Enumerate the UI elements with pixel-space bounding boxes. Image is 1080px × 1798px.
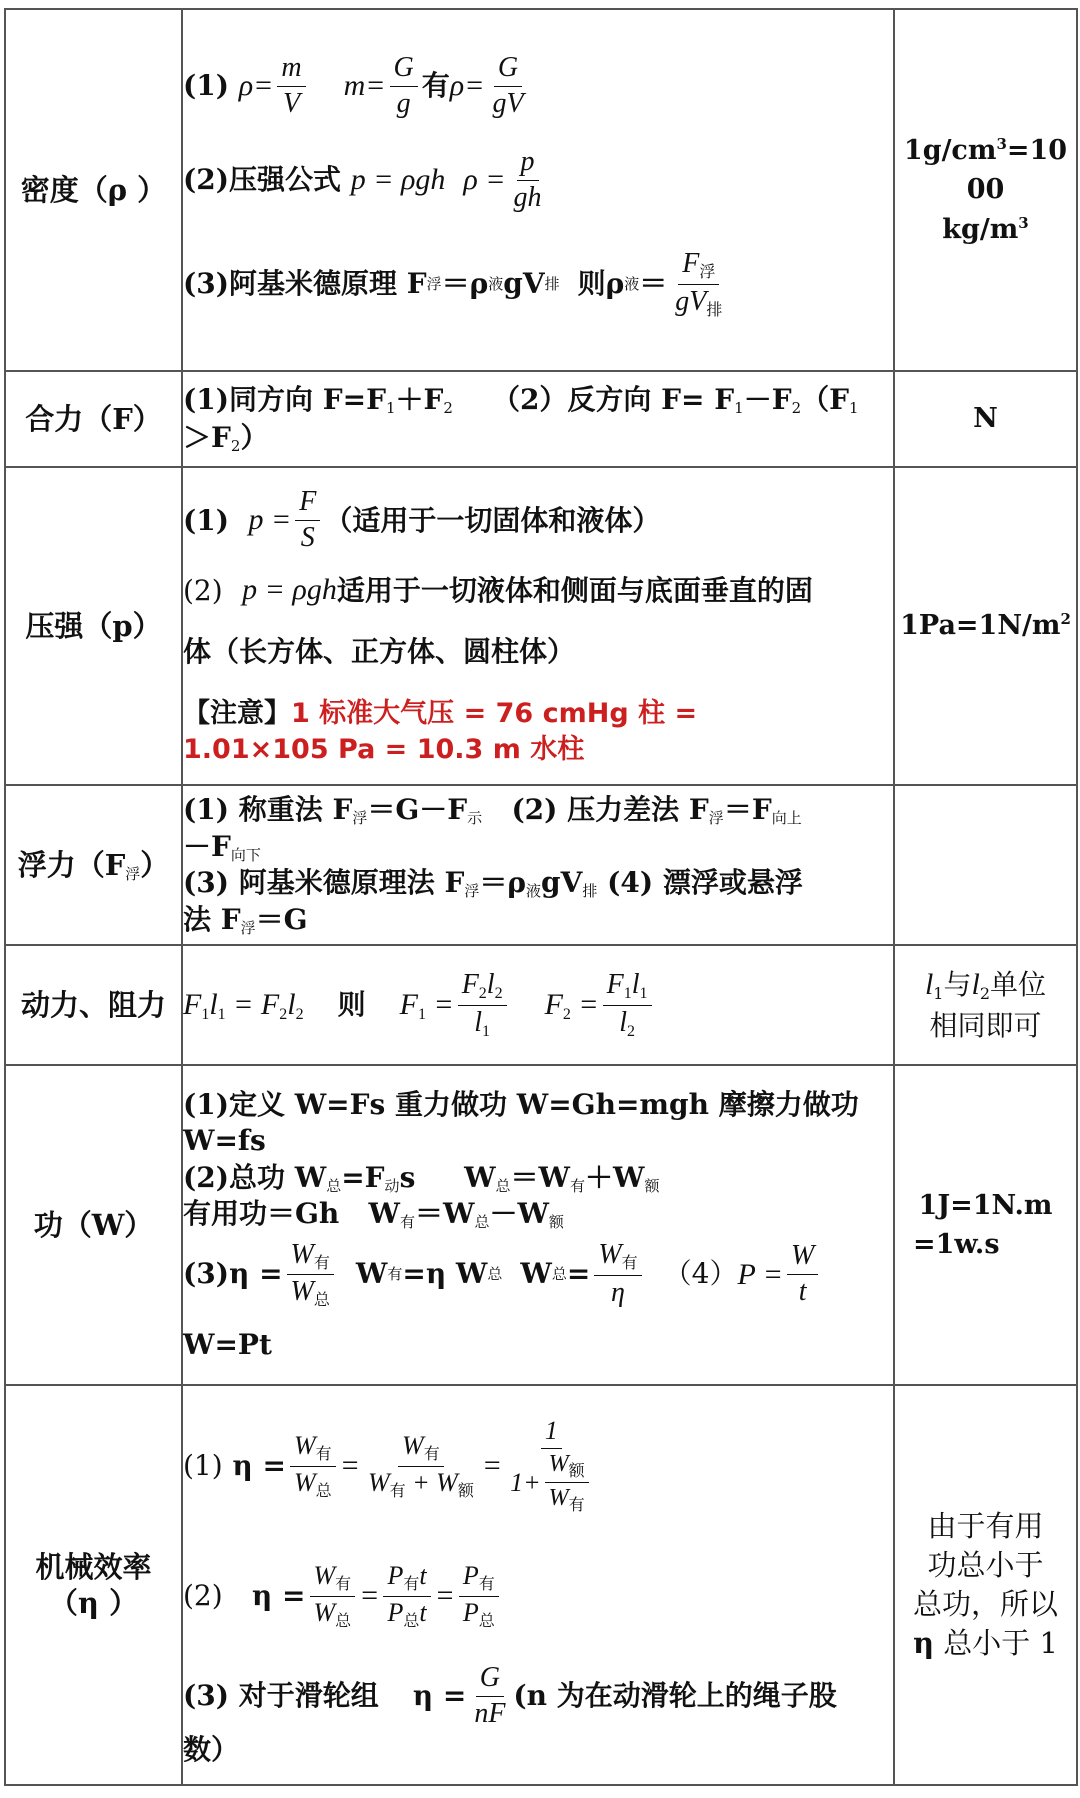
formula-line: (2) η = $\frac{\text{W有}}{\text{W总}}$ = $\frac{\text{P有t}}{\text{P总t}}$ = $\frac{\text{P有}}{\text{P总}}$: [183, 1531, 893, 1661]
unit-cell: 由于有用 功总小于 总功，所以 η 总小于 1: [894, 1385, 1077, 1785]
fraction: $\frac{F1l1}{l2}$: [603, 970, 652, 1040]
formula-text: 有用功＝Gh $W_有=W_总-W_额$: [183, 1197, 564, 1232]
quantity-cell: 浮力$(F_浮)$: [5, 785, 182, 945]
fraction: $\frac{W}{t}$: [787, 1241, 818, 1308]
math-symbol: m: [343, 68, 366, 102]
quantity-label: 功（W）: [33, 1207, 154, 1242]
note-text: 【注意】1 标准大气压 = 76 cmHg 柱 = 1.01×105 Pa = 10.3 m 水柱: [183, 697, 698, 765]
fraction: $\frac{p}{gh}$: [513, 145, 542, 213]
formula-cell: [182, 9, 894, 371]
formula-cell: [182, 945, 894, 1065]
formula-text: (1) 称重法 $F_浮=G-F_示$ (2) 压力差法 $F_浮=F_{向上}$ $-F_{向下}$ (3) 阿基米德原理法 $F_浮=\rho_液gV_排$ (4) 漂浮或悬浮 法 $F_浮=G$: [183, 793, 803, 937]
fraction: $\frac{\text{P有t}}{\text{P总t}}$: [383, 1562, 430, 1630]
fraction: $\frac{F}{S}$: [295, 487, 320, 554]
formula-line: [183, 46, 893, 126]
formula-text: W=Pt: [183, 1327, 272, 1361]
fraction: $\frac{G}{gV}$: [492, 51, 524, 119]
formula-text: W=fs: [183, 1124, 266, 1158]
math-expr: p = ρgh: [350, 162, 446, 196]
table-row: [5, 1065, 1077, 1385]
line-label: (1): [183, 69, 229, 103]
line-label: (2)压强公式: [183, 163, 341, 197]
formula-line: (3)阿基米德原理 F 浮 ＝ρ 液 gV 排 则ρ 液 ＝ $\frac{\text{F浮}}{\text{gV排}}$: [183, 234, 893, 334]
unit-cell: 1J=1N.m =1w.s: [894, 1065, 1077, 1385]
quantity-label: 压强（p）: [25, 608, 162, 643]
fraction: $\frac{\text{F浮}}{\text{gV排}}$: [675, 247, 723, 319]
quantity-cell: [5, 9, 182, 371]
text: 有: [421, 69, 450, 103]
formula-cell: [182, 1065, 894, 1385]
formula-line: 体（长方体、正方体、圆柱体）: [183, 634, 576, 668]
quantity-label: 合力（F）: [25, 401, 162, 436]
fraction: $\frac{G}{nF}$: [474, 1661, 506, 1729]
fraction: $\frac{\text{P有}}{\text{P总}}$: [459, 1562, 499, 1630]
table-row: [5, 467, 1077, 785]
fraction: $\frac{\text{W有}}{\text{W有 + W额}}$: [367, 1431, 474, 1500]
formula-text: 数）: [183, 1733, 240, 1767]
quantity-label: 密度（ρ ）: [20, 172, 167, 207]
formula-table: [4, 8, 1078, 1786]
formula-text: (2)总功 $W_总=F_动s$ $W_总=W_有+W_额$: [183, 1160, 660, 1195]
text: 则ρ: [577, 267, 625, 301]
formula-line: (1) p = $\frac{F}{S}$ （适用于一切固体和液体）: [183, 486, 661, 554]
formula-cell: [182, 371, 894, 467]
formula-text: (1)定义 W=Fs 重力做功 W=Gh=mgh 摩擦力做功: [183, 1087, 859, 1121]
fraction: $\frac{m}{V}$: [277, 53, 305, 120]
fraction: $\frac{\text{W有}}{\text{W总}}$: [290, 1432, 336, 1500]
fraction: $\frac{F2l2}{l1}$: [458, 970, 507, 1040]
formula-line: (2) p = ρgh 适用于一切液体和侧面与底面垂直的固: [183, 573, 813, 607]
quantity-cell: [5, 945, 182, 1065]
table-row: [5, 785, 1077, 945]
unit-cell: N: [894, 371, 1077, 467]
fraction: $\frac{G}{g}$: [390, 53, 418, 120]
quantity-cell: [5, 371, 182, 467]
unit-cell: l1与l2单位 相同即可: [894, 945, 1077, 1065]
math-symbol: =: [365, 68, 386, 102]
fraction: $\frac{\text{W有}}{\eta}$: [594, 1240, 641, 1308]
formula-line: [183, 126, 893, 234]
math-symbol: =: [253, 68, 274, 102]
fraction: $\frac{\text{W有}}{\text{W总}}$: [310, 1562, 356, 1630]
quantity-label: 机械效率: [35, 1549, 152, 1584]
table-row: [5, 1385, 1077, 1785]
unit-cell: [894, 785, 1077, 945]
unit-cell: $1g/cm^3=10$ 00 $kg/m^3$: [894, 9, 1077, 371]
math-symbol: ρ: [449, 68, 465, 102]
math-expr: ρ =: [463, 162, 506, 196]
formula-line: F1l1 = F2l2 则 F1 = $\frac{F2l2}{l1}$ F2 = $\frac{F1l1}{l2}$: [183, 970, 893, 1040]
fraction: 1 1+ $\frac{W_额}{W_有}$: [506, 1417, 597, 1515]
quantity-cell: [5, 467, 182, 785]
fraction: $\frac{\text{W有}}{\text{W总}}$: [287, 1240, 334, 1310]
quantity-label: 动力、阻力: [20, 987, 166, 1022]
formula-text: (1)同方向 $F=F_1+F_2$ （2）反方向 $F= F_1-F_2(F_1$ $>F_2$）: [183, 383, 859, 455]
math-symbol: =: [464, 68, 485, 102]
math-symbol: ρ: [238, 68, 254, 102]
formula-line: (3)η = $\frac{\text{W有}}{\text{W总}}$ W 有 =η W 总 W 总 = $\frac{\text{W有}}{\eta}$ （4） P = $\frac{W}{t}$: [183, 1233, 893, 1317]
table-row: [5, 945, 1077, 1065]
table-row: [5, 9, 1077, 371]
formula-cell: [182, 1385, 894, 1785]
formula-line: (3) 对于滑轮组 η = $\frac{G}{nF}$ (n 为在动滑轮上的绳子股: [183, 1661, 837, 1729]
table-row: [5, 371, 1077, 467]
quantity-cell: [5, 1065, 182, 1385]
quantity-cell: 机械效率 （η ）: [5, 1385, 182, 1785]
line-label: (3)阿基米德原理 F: [183, 267, 427, 301]
formula-cell: [182, 785, 894, 945]
unit-cell: $1Pa=1N/m^2$: [894, 467, 1077, 785]
formula-cell: [182, 467, 894, 785]
formula-line: (1) η = $\frac{\text{W有}}{\text{W总}}$ = $\frac{\text{W有}}{\text{W有 + W额}}$ = 1 1+ $\frac{W_额}{W_有}$: [183, 1401, 893, 1531]
